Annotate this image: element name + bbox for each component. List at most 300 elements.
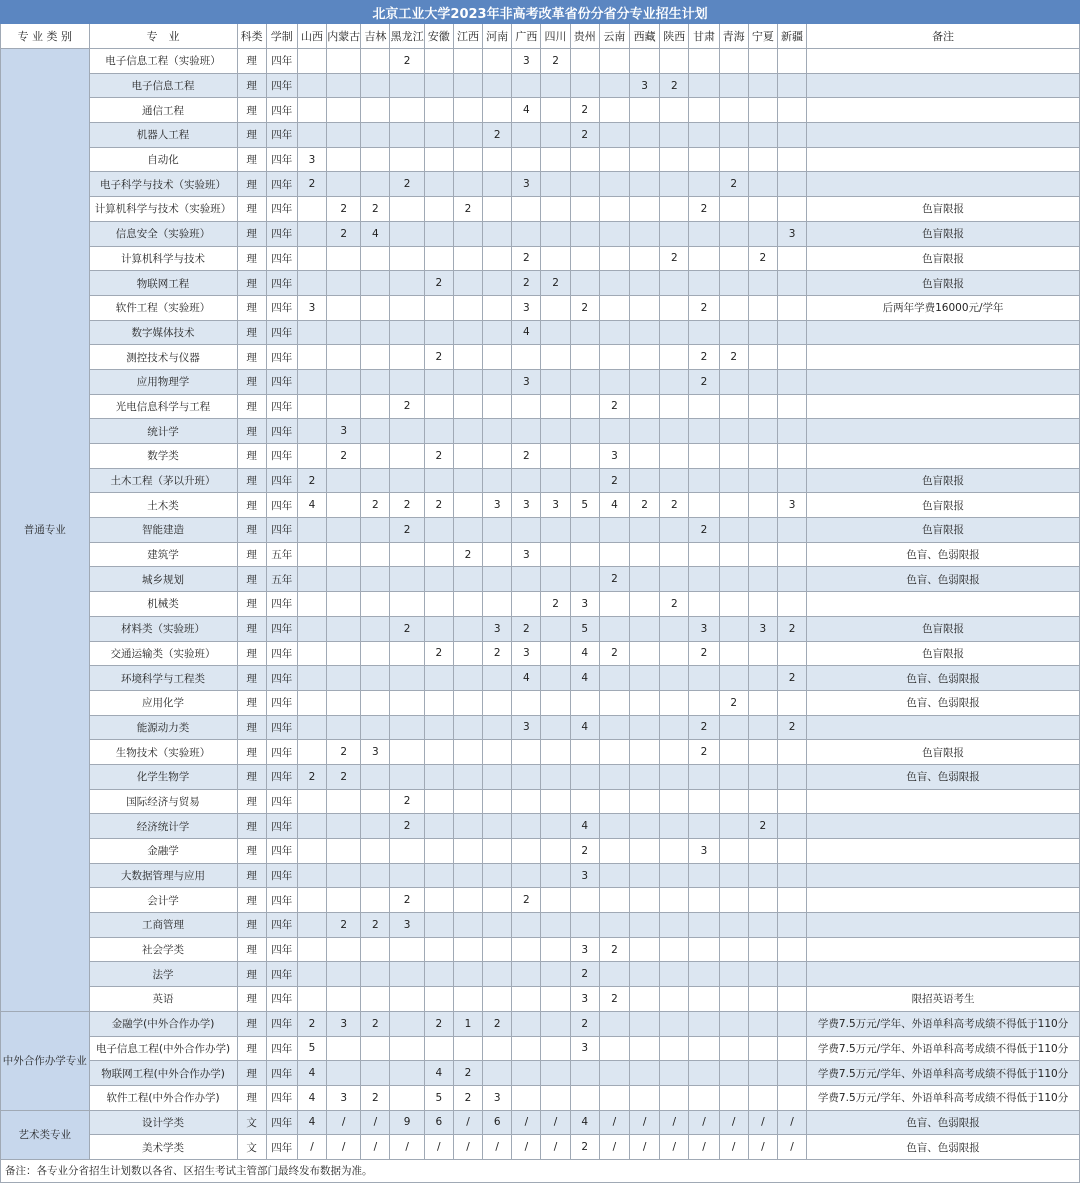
quota-cell: 2 <box>327 197 361 222</box>
note-cell <box>807 49 1080 74</box>
quota-cell: 2 <box>390 49 424 74</box>
quota-cell <box>630 1036 660 1061</box>
quota-cell <box>512 962 541 987</box>
quota-cell <box>453 764 482 789</box>
quota-cell <box>424 715 453 740</box>
column-header: 陕西 <box>660 24 689 49</box>
quota-cell <box>777 518 806 543</box>
table-row <box>1 320 1080 345</box>
quota-cell <box>748 839 777 864</box>
quota-cell <box>453 369 482 394</box>
quota-cell <box>599 839 629 864</box>
quota-cell <box>453 592 482 617</box>
quota-cell <box>660 863 689 888</box>
quota-cell <box>453 221 482 246</box>
column-header: 备注 <box>807 24 1080 49</box>
quota-cell <box>453 962 482 987</box>
quota-cell <box>660 295 689 320</box>
quota-cell <box>599 49 629 74</box>
quota-cell: / <box>297 1135 326 1160</box>
quota-cell: 3 <box>512 49 541 74</box>
quota-cell <box>390 221 424 246</box>
quota-cell <box>660 271 689 296</box>
subject-type-cell: 理 <box>237 690 266 715</box>
quota-cell <box>689 147 719 172</box>
quota-cell: 2 <box>689 518 719 543</box>
quota-cell <box>719 839 748 864</box>
quota-cell <box>748 394 777 419</box>
quota-cell <box>660 715 689 740</box>
quota-cell <box>748 715 777 740</box>
quota-cell <box>689 937 719 962</box>
quota-cell <box>327 863 361 888</box>
note-cell <box>807 73 1080 98</box>
column-header: 贵州 <box>570 24 599 49</box>
quota-cell <box>512 690 541 715</box>
subject-type-cell: 理 <box>237 913 266 938</box>
quota-cell <box>541 419 570 444</box>
quota-cell: 2 <box>512 271 541 296</box>
quota-cell <box>630 888 660 913</box>
quota-cell: / <box>453 1110 482 1135</box>
quota-cell: 2 <box>512 246 541 271</box>
quota-cell <box>660 123 689 148</box>
subject-type-cell: 理 <box>237 444 266 469</box>
quota-cell <box>748 937 777 962</box>
subject-type-cell: 理 <box>237 1036 266 1061</box>
footnote: 备注：各专业分省招生计划数以各省、区招生考试主管部门最终发布数据为准。 <box>1 1159 1080 1182</box>
quota-cell <box>689 666 719 691</box>
quota-cell <box>483 764 512 789</box>
quota-cell <box>297 567 326 592</box>
quota-cell <box>453 690 482 715</box>
note-cell: 色盲限报 <box>807 493 1080 518</box>
duration-cell: 四年 <box>266 641 297 666</box>
quota-cell <box>453 49 482 74</box>
subject-type-cell: 理 <box>237 616 266 641</box>
quota-cell <box>777 271 806 296</box>
duration-cell: 四年 <box>266 863 297 888</box>
quota-cell <box>361 641 390 666</box>
quota-cell <box>483 295 512 320</box>
subject-type-cell: 理 <box>237 740 266 765</box>
quota-cell <box>689 1061 719 1086</box>
subject-type-cell: 理 <box>237 888 266 913</box>
quota-cell <box>390 320 424 345</box>
quota-cell <box>541 123 570 148</box>
quota-cell <box>599 764 629 789</box>
quota-cell <box>424 98 453 123</box>
quota-cell: 2 <box>719 690 748 715</box>
quota-cell: 2 <box>660 493 689 518</box>
quota-cell <box>327 641 361 666</box>
quota-cell <box>361 666 390 691</box>
quota-cell <box>327 839 361 864</box>
quota-cell <box>689 123 719 148</box>
quota-cell <box>719 542 748 567</box>
quota-cell <box>424 147 453 172</box>
quota-cell <box>361 888 390 913</box>
quota-cell <box>689 444 719 469</box>
quota-cell <box>327 592 361 617</box>
quota-cell <box>689 764 719 789</box>
column-header: 内蒙古 <box>327 24 361 49</box>
quota-cell: 2 <box>327 764 361 789</box>
quota-cell <box>777 444 806 469</box>
quota-cell <box>297 49 326 74</box>
quota-cell <box>390 690 424 715</box>
quota-cell <box>327 73 361 98</box>
quota-cell <box>541 345 570 370</box>
subject-type-cell: 理 <box>237 271 266 296</box>
quota-cell: 2 <box>689 369 719 394</box>
quota-cell <box>570 542 599 567</box>
quota-cell <box>390 987 424 1012</box>
quota-cell: / <box>512 1110 541 1135</box>
quota-cell <box>748 73 777 98</box>
quota-cell <box>660 468 689 493</box>
quota-cell <box>777 320 806 345</box>
quota-cell <box>570 369 599 394</box>
quota-cell: / <box>748 1110 777 1135</box>
quota-cell: 3 <box>689 839 719 864</box>
subject-type-cell: 理 <box>237 123 266 148</box>
quota-cell: 3 <box>512 369 541 394</box>
quota-cell: 2 <box>361 1085 390 1110</box>
quota-cell <box>424 295 453 320</box>
duration-cell: 四年 <box>266 1036 297 1061</box>
quota-cell <box>777 197 806 222</box>
table-row <box>1 73 1080 98</box>
quota-cell <box>361 715 390 740</box>
quota-cell <box>512 518 541 543</box>
quota-cell <box>424 913 453 938</box>
quota-cell <box>748 764 777 789</box>
duration-cell: 四年 <box>266 666 297 691</box>
quota-cell: 2 <box>424 1011 453 1036</box>
quota-cell <box>361 369 390 394</box>
quota-cell <box>630 345 660 370</box>
subject-type-cell: 理 <box>237 789 266 814</box>
table-row <box>1 592 1080 617</box>
quota-cell: 2 <box>689 295 719 320</box>
quota-cell <box>483 468 512 493</box>
quota-cell <box>327 468 361 493</box>
note-cell <box>807 98 1080 123</box>
table-row <box>1 937 1080 962</box>
major-name-cell: 统计学 <box>89 419 237 444</box>
note-cell: 色盲限报 <box>807 616 1080 641</box>
quota-cell <box>483 98 512 123</box>
table-body <box>1 49 1080 1160</box>
quota-cell <box>660 221 689 246</box>
duration-cell: 四年 <box>266 221 297 246</box>
subject-type-cell: 理 <box>237 641 266 666</box>
major-name-cell: 智能建造 <box>89 518 237 543</box>
quota-cell <box>719 444 748 469</box>
quota-cell <box>777 740 806 765</box>
quota-cell <box>361 271 390 296</box>
quota-cell: 4 <box>512 666 541 691</box>
quota-cell <box>327 320 361 345</box>
duration-cell: 四年 <box>266 764 297 789</box>
quota-cell <box>777 1036 806 1061</box>
quota-cell <box>719 147 748 172</box>
major-name-cell: 材料类（实验班） <box>89 616 237 641</box>
quota-cell <box>660 320 689 345</box>
quota-cell <box>660 789 689 814</box>
header-row <box>1 24 1080 49</box>
subject-type-cell: 理 <box>237 715 266 740</box>
major-name-cell: 能源动力类 <box>89 715 237 740</box>
note-cell: 学费7.5万元/学年、外语单科高考成绩不得低于110分 <box>807 1036 1080 1061</box>
quota-cell <box>297 592 326 617</box>
column-header: 安徽 <box>424 24 453 49</box>
note-cell <box>807 937 1080 962</box>
quota-cell <box>297 937 326 962</box>
quota-cell: 2 <box>327 740 361 765</box>
column-header: 专 业 <box>89 24 237 49</box>
quota-cell <box>327 369 361 394</box>
quota-cell <box>748 1036 777 1061</box>
quota-cell <box>719 98 748 123</box>
quota-cell <box>390 271 424 296</box>
quota-cell <box>512 468 541 493</box>
quota-cell <box>748 444 777 469</box>
quota-cell <box>630 666 660 691</box>
duration-cell: 四年 <box>266 1011 297 1036</box>
quota-cell <box>297 641 326 666</box>
quota-cell <box>748 49 777 74</box>
major-name-cell: 社会学类 <box>89 937 237 962</box>
subject-type-cell: 理 <box>237 1061 266 1086</box>
quota-cell <box>570 197 599 222</box>
major-name-cell: 大数据管理与应用 <box>89 863 237 888</box>
major-name-cell: 软件工程(中外合作办学) <box>89 1085 237 1110</box>
quota-cell <box>512 1085 541 1110</box>
quota-cell <box>689 49 719 74</box>
quota-cell <box>541 962 570 987</box>
quota-cell <box>361 345 390 370</box>
quota-cell <box>541 369 570 394</box>
quota-cell <box>777 73 806 98</box>
note-cell <box>807 592 1080 617</box>
subject-type-cell: 理 <box>237 197 266 222</box>
quota-cell: 3 <box>570 987 599 1012</box>
quota-cell <box>361 962 390 987</box>
quota-cell <box>541 690 570 715</box>
quota-cell <box>390 98 424 123</box>
quota-cell <box>483 518 512 543</box>
duration-cell: 四年 <box>266 147 297 172</box>
major-name-cell: 光电信息科学与工程 <box>89 394 237 419</box>
quota-cell <box>748 690 777 715</box>
quota-cell: / <box>689 1135 719 1160</box>
quota-cell <box>453 468 482 493</box>
quota-cell: 2 <box>570 1011 599 1036</box>
quota-cell <box>599 814 629 839</box>
quota-cell <box>719 493 748 518</box>
quota-cell <box>748 295 777 320</box>
note-cell <box>807 444 1080 469</box>
quota-cell <box>390 592 424 617</box>
duration-cell: 四年 <box>266 888 297 913</box>
category-cell: 普通专业 <box>1 49 90 1012</box>
major-name-cell: 国际经济与贸易 <box>89 789 237 814</box>
duration-cell: 四年 <box>266 839 297 864</box>
duration-cell: 四年 <box>266 987 297 1012</box>
quota-cell <box>512 1011 541 1036</box>
quota-cell <box>689 962 719 987</box>
quota-cell <box>660 394 689 419</box>
quota-cell <box>327 147 361 172</box>
subject-type-cell: 理 <box>237 246 266 271</box>
quota-cell <box>660 666 689 691</box>
quota-cell: 4 <box>570 814 599 839</box>
quota-cell: 3 <box>512 172 541 197</box>
quota-cell <box>541 172 570 197</box>
major-name-cell: 法学 <box>89 962 237 987</box>
quota-cell <box>689 271 719 296</box>
quota-cell <box>630 246 660 271</box>
quota-cell <box>630 641 660 666</box>
quota-cell <box>777 641 806 666</box>
duration-cell: 四年 <box>266 394 297 419</box>
quota-cell: 2 <box>390 789 424 814</box>
quota-cell <box>361 764 390 789</box>
quota-cell <box>512 814 541 839</box>
quota-cell <box>660 913 689 938</box>
quota-cell <box>719 73 748 98</box>
quota-cell <box>719 1011 748 1036</box>
subject-type-cell: 理 <box>237 962 266 987</box>
quota-cell <box>483 592 512 617</box>
quota-cell <box>748 468 777 493</box>
quota-cell <box>297 123 326 148</box>
quota-cell <box>719 937 748 962</box>
quota-cell <box>748 493 777 518</box>
quota-cell <box>453 320 482 345</box>
quota-cell <box>570 690 599 715</box>
quota-cell <box>453 493 482 518</box>
quota-cell <box>570 419 599 444</box>
quota-cell <box>361 1036 390 1061</box>
quota-cell <box>512 221 541 246</box>
quota-cell <box>453 839 482 864</box>
quota-cell <box>483 789 512 814</box>
quota-cell: / <box>777 1110 806 1135</box>
quota-cell <box>777 419 806 444</box>
quota-cell <box>424 123 453 148</box>
quota-cell: 2 <box>361 913 390 938</box>
subject-type-cell: 理 <box>237 863 266 888</box>
quota-cell <box>599 789 629 814</box>
quota-cell <box>327 666 361 691</box>
quota-cell <box>541 789 570 814</box>
quota-cell <box>541 1036 570 1061</box>
note-cell: 色盲、色弱限报 <box>807 666 1080 691</box>
quota-cell <box>424 987 453 1012</box>
quota-cell: 1 <box>453 1011 482 1036</box>
quota-cell <box>512 592 541 617</box>
quota-cell: 3 <box>570 592 599 617</box>
quota-cell <box>748 271 777 296</box>
table-row <box>1 616 1080 641</box>
duration-cell: 四年 <box>266 814 297 839</box>
quota-cell <box>689 814 719 839</box>
quota-cell <box>453 987 482 1012</box>
quota-cell <box>424 221 453 246</box>
quota-cell <box>599 1036 629 1061</box>
quota-cell <box>361 937 390 962</box>
note-cell: 学费7.5万元/学年、外语单科高考成绩不得低于110分 <box>807 1061 1080 1086</box>
major-name-cell: 应用化学 <box>89 690 237 715</box>
quota-cell <box>512 419 541 444</box>
quota-cell <box>719 1085 748 1110</box>
quota-cell: 2 <box>361 493 390 518</box>
subject-type-cell: 理 <box>237 839 266 864</box>
quota-cell: 2 <box>630 493 660 518</box>
quota-cell <box>453 715 482 740</box>
quota-cell <box>777 962 806 987</box>
quota-cell: 3 <box>630 73 660 98</box>
table-row <box>1 147 1080 172</box>
note-cell: 色盲限报 <box>807 518 1080 543</box>
quota-cell: 3 <box>327 419 361 444</box>
quota-cell <box>660 814 689 839</box>
subject-type-cell: 理 <box>237 1011 266 1036</box>
quota-cell <box>483 863 512 888</box>
quota-cell: 3 <box>541 493 570 518</box>
note-cell <box>807 147 1080 172</box>
quota-cell <box>719 666 748 691</box>
quota-cell <box>541 888 570 913</box>
quota-cell: 3 <box>327 1085 361 1110</box>
quota-cell <box>689 394 719 419</box>
quota-cell: / <box>599 1135 629 1160</box>
quota-cell <box>483 690 512 715</box>
note-cell <box>807 814 1080 839</box>
quota-cell: 2 <box>599 937 629 962</box>
quota-cell: 2 <box>483 641 512 666</box>
quota-cell: 4 <box>424 1061 453 1086</box>
major-name-cell: 应用物理学 <box>89 369 237 394</box>
quota-cell: 4 <box>570 666 599 691</box>
quota-cell <box>390 863 424 888</box>
subject-type-cell: 理 <box>237 345 266 370</box>
subject-type-cell: 理 <box>237 518 266 543</box>
quota-cell <box>512 345 541 370</box>
table-row <box>1 295 1080 320</box>
quota-cell <box>390 197 424 222</box>
quota-cell <box>327 271 361 296</box>
quota-cell <box>390 468 424 493</box>
table-row <box>1 666 1080 691</box>
quota-cell <box>361 394 390 419</box>
quota-cell: 3 <box>483 493 512 518</box>
quota-cell: 4 <box>512 320 541 345</box>
quota-cell <box>660 1011 689 1036</box>
quota-cell <box>453 1036 482 1061</box>
table-row <box>1 567 1080 592</box>
quota-cell <box>660 1036 689 1061</box>
quota-cell <box>390 1011 424 1036</box>
note-cell <box>807 962 1080 987</box>
note-cell <box>807 394 1080 419</box>
note-cell <box>807 320 1080 345</box>
quota-cell: / <box>777 1135 806 1160</box>
quota-cell: 4 <box>512 98 541 123</box>
